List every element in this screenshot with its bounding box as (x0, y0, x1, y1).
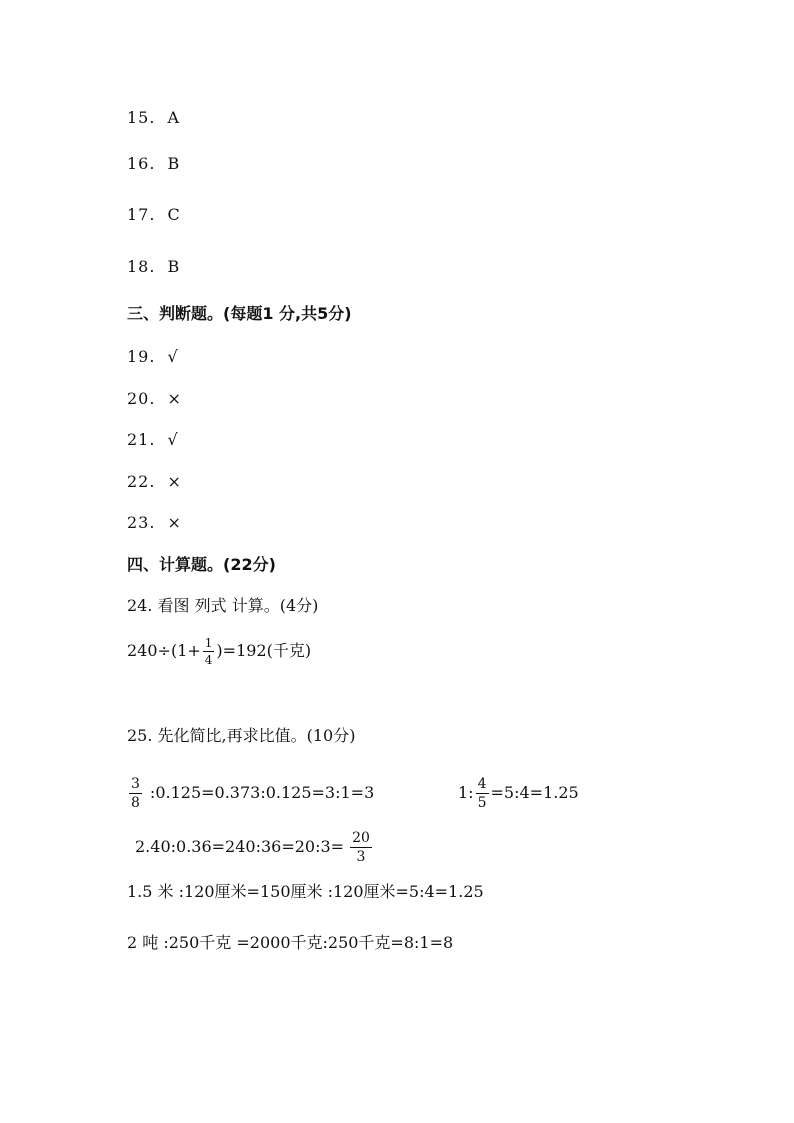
ratio-prefix: 1: (458, 783, 474, 802)
expression-suffix: )=192(千克) (216, 641, 312, 660)
answer-number: 17. (127, 205, 156, 224)
answer-15 (127, 108, 180, 128)
q25-line-1 (127, 776, 374, 811)
answer-17 (127, 205, 181, 225)
fraction (350, 830, 372, 865)
fraction-numerator: 20 (352, 830, 370, 846)
q25-line-2 (135, 830, 374, 865)
fraction-numerator: 1 (204, 636, 213, 650)
fraction-denominator: 4 (204, 653, 213, 667)
expression-prefix: 240÷(1+ (127, 641, 201, 660)
answer-value: B (167, 154, 181, 173)
cross-mark: × (167, 513, 182, 532)
answer-number: 19. (127, 347, 156, 366)
q25-line-4: 2 吨 :250千克 =2000千克:250千克=8:1=8 (127, 933, 454, 952)
check-mark: √ (167, 347, 179, 366)
q25-line-1b (458, 776, 579, 811)
answer-16 (127, 154, 180, 174)
answer-number: 23. (127, 513, 156, 532)
section-title-calculation: 四、计算题。(22分) (127, 555, 276, 574)
answer-19 (127, 347, 179, 367)
fraction-numerator: 4 (477, 776, 487, 792)
check-mark: √ (167, 430, 179, 449)
answer-value: C (167, 205, 181, 224)
section-title-judgement: 三、判断题。(每题1 分,共5分) (127, 304, 352, 323)
fraction-numerator: 3 (131, 776, 140, 792)
answer-number: 16. (127, 154, 156, 173)
q25-line-3: 1.5 米 :120厘米=150厘米 :120厘米=5:4=1.25 (127, 882, 484, 901)
fraction-denominator: 8 (131, 795, 140, 811)
fraction-denominator: 5 (477, 795, 487, 811)
cross-mark: × (167, 389, 182, 408)
answer-number: 20. (127, 389, 156, 408)
answer-number: 18. (127, 257, 156, 276)
fraction (129, 776, 142, 811)
q25-heading: 25. 先化简比,再求比值。(10分) (127, 726, 356, 745)
answer-number: 15. (127, 108, 156, 127)
answer-value: A (167, 108, 181, 127)
ratio-expression: 2.40:0.36=240:36=20:3= (135, 837, 345, 856)
ratio-expression: :0.125=0.373:0.125=3:1=3 (149, 783, 375, 802)
answer-number: 21. (127, 430, 156, 449)
fraction-denominator: 3 (356, 849, 366, 865)
answer-value: B (167, 257, 181, 276)
answer-23 (127, 513, 182, 533)
fraction (203, 636, 215, 667)
cross-mark: × (167, 472, 182, 491)
q24-heading: 24. 看图 列式 计算。(4分) (127, 596, 319, 615)
answer-18 (127, 257, 180, 277)
answer-21 (127, 430, 179, 450)
answer-number: 22. (127, 472, 156, 491)
answer-20 (127, 389, 182, 409)
q24-expression (127, 636, 311, 667)
fraction (476, 776, 489, 811)
answer-22 (127, 472, 182, 492)
ratio-expression: =5:4=1.25 (490, 783, 579, 802)
